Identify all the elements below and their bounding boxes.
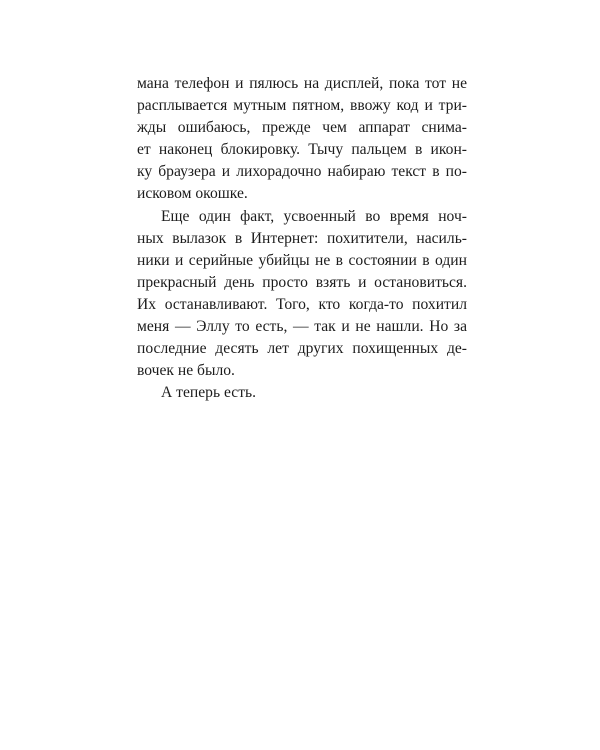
text-line: Еще один факт, усвоенный во время ноч- [161,207,467,225]
text-line: меня — Эллу то есть, — так и не нашли. Но за [137,318,467,336]
text-line: ных вылазок в Интернет: похитители, насиль- [137,229,467,247]
text-line: последние десять лет других похищенных де- [137,340,467,358]
text-line: исковом окошке. [137,185,248,203]
text-line: вочек не было. [137,362,235,380]
text-line: расплывается мутным пятном, ввожу код и три- [137,97,467,115]
paragraph-2 [137,206,467,383]
text-line: ку браузера и лихорадочно набираю текст в по- [137,163,467,181]
text-line: ет наконец блокировку. Тычу пальцем в икон- [137,141,467,159]
text-line: мана телефон и пялюсь на дисплей, пока тот не [137,75,467,92]
paragraph-1 [137,73,467,206]
text-line: А теперь есть. [161,384,257,402]
text-line: жды ошибаюсь, прежде чем аппарат снима- [137,119,467,137]
text-line: прекрасный день просто взять и остановиться. [137,273,467,291]
text-line: ники и серийные убийцы не в состоянии в один [137,251,467,269]
body-text [137,73,467,404]
paragraph-3 [137,382,467,404]
text-line: Их останавливают. Того, кто когда-то похитил [137,295,467,313]
